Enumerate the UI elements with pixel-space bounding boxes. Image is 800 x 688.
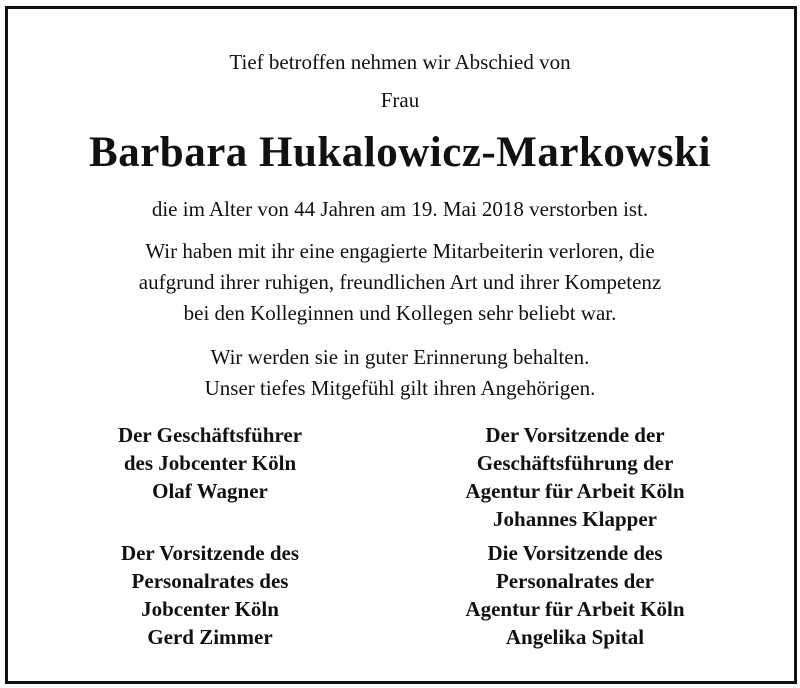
paragraph-line: Wir werden sie in guter Erinnerung behalten. (210, 345, 590, 369)
signatory-name: Johannes Klapper (493, 507, 657, 531)
signatory-line: des Jobcenter Köln (123, 451, 297, 475)
intro-text: Tief betroffen nehmen wir Abschied von (229, 50, 571, 74)
signatory-block (60, 539, 360, 651)
signatory-line: Der Vorsitzende des (120, 541, 300, 565)
deceased-name: Barbara Hukalowicz-Markowski (89, 129, 711, 176)
paragraph-line: bei den Kolleginnen und Kollegen sehr beliebt war. (183, 301, 617, 325)
signatory-line: Geschäftsführung der (476, 451, 674, 475)
signatory-line: Agentur für Arbeit Köln (465, 479, 685, 503)
signatory-line: Der Geschäftsführer (117, 423, 303, 447)
age-line: die im Alter von 44 Jahren am 19. Mai 2018 verstorben ist. (151, 197, 649, 221)
paragraph-line: aufgrund ihrer ruhigen, freundlichen Art und ihrer Kompetenz (138, 270, 662, 294)
paragraph-line: Wir haben mit ihr eine engagierte Mitarbeiterin verloren, die (145, 239, 655, 263)
signatory-line: Personalrates des (131, 569, 289, 593)
paragraph-tribute (0, 236, 800, 329)
salutation: Frau (380, 88, 420, 112)
signatory-line: Personalrates der (495, 569, 655, 593)
signatory-line: Agentur für Arbeit Köln (465, 597, 685, 621)
signatory-block (60, 421, 360, 505)
paragraph-condolence (0, 342, 800, 404)
signatory-line: Jobcenter Köln (141, 597, 279, 621)
signatory-block (425, 539, 725, 651)
signatory-name: Olaf Wagner (152, 479, 268, 503)
signatory-line: Der Vorsitzende der (485, 423, 665, 447)
signatory-block (425, 421, 725, 533)
paragraph-line: Unser tiefes Mitgefühl gilt ihren Angehörigen. (204, 376, 596, 400)
signatory-name: Angelika Spital (505, 625, 645, 649)
signatory-line: Die Vorsitzende des (487, 541, 663, 565)
signatory-name: Gerd Zimmer (147, 625, 273, 649)
